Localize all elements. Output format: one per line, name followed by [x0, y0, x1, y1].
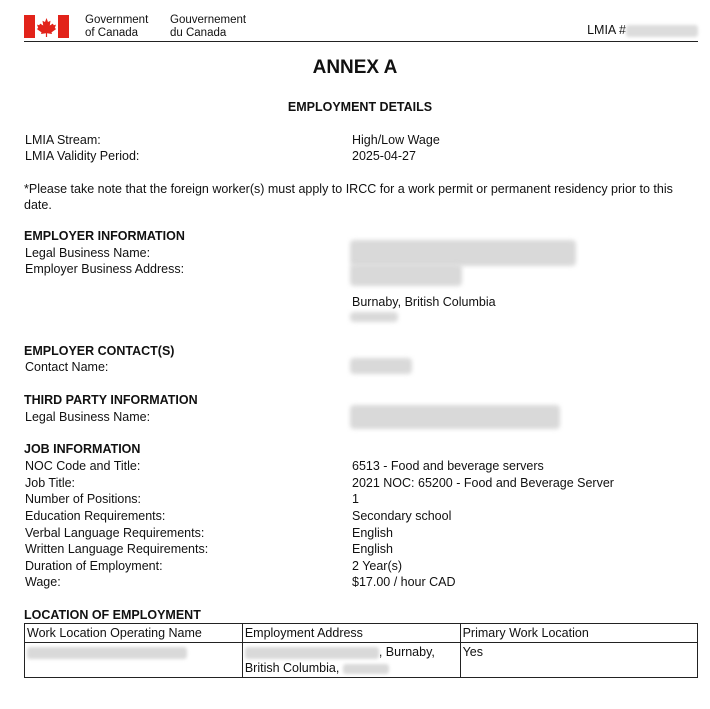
table-header-row: [25, 624, 698, 643]
employment-address-cell: [242, 643, 460, 678]
employer-address-label: Employer Business Address:: [25, 262, 185, 276]
job-row-label: Duration of Employment:: [25, 559, 163, 573]
redacted-street-address: [245, 647, 379, 659]
redacted-address-postal: [343, 664, 389, 674]
operating-name-cell: [25, 643, 243, 678]
column-header: Employment Address: [242, 624, 460, 643]
employer-contact-heading: EMPLOYER CONTACT(S): [24, 344, 175, 358]
job-row-label: Job Title:: [25, 476, 76, 490]
column-header: Work Location Operating Name: [25, 624, 243, 643]
address-city: , Burnaby,: [378, 645, 435, 659]
lmia-stream-value: High/Low Wage: [352, 133, 440, 147]
job-information-heading: JOB INFORMATION: [24, 442, 141, 456]
job-row-label: Education Requirements:: [25, 509, 166, 523]
lmia-validity-label: LMIA Validity Period:: [25, 149, 140, 163]
job-row-value: English: [352, 526, 393, 540]
redacted-employer-name: [350, 240, 576, 266]
redacted-operating-name: [27, 647, 187, 659]
job-row-value: Secondary school: [352, 509, 452, 523]
job-row-label: Number of Positions:: [25, 492, 142, 506]
job-row-label: Verbal Language Requirements:: [25, 526, 205, 540]
third-party-legal-name-label: Legal Business Name:: [25, 410, 151, 424]
page-subtitle: EMPLOYMENT DETAILS: [287, 100, 433, 114]
job-row-label: Wage:: [25, 575, 61, 589]
job-row-label: Written Language Requirements:: [25, 542, 209, 556]
employer-information-heading: EMPLOYER INFORMATION: [24, 229, 185, 243]
redacted-postal-code: [350, 312, 398, 322]
lmia-stream-label: LMIA Stream:: [25, 133, 101, 147]
gouvernement-du-canada-wordmark: Gouvernement du Canada: [170, 14, 247, 39]
job-row-value: 2021 NOC: 65200 - Food and Beverage Server: [352, 476, 614, 490]
government-of-canada-wordmark: Government of Canada: [85, 14, 149, 39]
redacted-lmia-number: [626, 25, 698, 37]
primary-work-location-cell: Yes: [460, 643, 697, 678]
lmia-reference: [587, 23, 698, 37]
canada-flag-icon: [24, 15, 69, 38]
third-party-heading: THIRD PARTY INFORMATION: [24, 393, 198, 407]
lmia-reference-label: LMIA #: [587, 23, 626, 37]
job-row-value: English: [352, 542, 393, 556]
job-row-label: NOC Code and Title:: [25, 459, 141, 473]
job-row-value: 2 Year(s): [352, 559, 403, 573]
job-row-value: 6513 - Food and beverage servers: [352, 459, 544, 473]
employer-city-value: Burnaby, British Columbia: [352, 295, 496, 309]
table-row: [25, 643, 698, 678]
contact-name-label: Contact Name:: [25, 360, 109, 374]
location-table: [24, 623, 698, 678]
location-of-employment-heading: LOCATION OF EMPLOYMENT: [24, 608, 201, 622]
page-title: ANNEX A: [312, 57, 398, 78]
column-header: Primary Work Location: [460, 624, 697, 643]
address-province: British Columbia,: [244, 661, 340, 675]
job-row-value: 1: [352, 492, 359, 506]
redacted-employer-address: [350, 264, 462, 286]
work-permit-note: *Please take note that the foreign worker(s) must apply to IRCC for a work permit or permanent residency prior to this date.: [24, 182, 673, 212]
page-header: [24, 12, 698, 42]
lmia-validity-value: 2025-04-27: [352, 149, 416, 163]
employer-legal-name-label: Legal Business Name:: [25, 246, 151, 260]
redacted-third-party-name: [350, 405, 560, 429]
redacted-contact-name: [350, 358, 412, 374]
job-row-value: $17.00 / hour CAD: [352, 575, 456, 589]
